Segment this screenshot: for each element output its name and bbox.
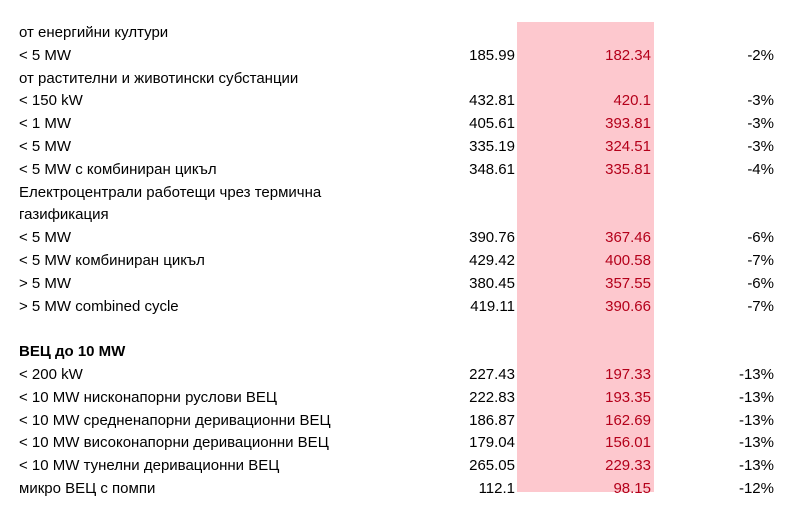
- change-percent: -6%: [747, 274, 774, 292]
- value-old: 335.19: [469, 138, 515, 155]
- table-row: [0, 68, 800, 90]
- table-row: [0, 296, 800, 318]
- row-label: микро ВЕЦ с помпи: [19, 480, 156, 497]
- change-percent: -13%: [738, 457, 774, 475]
- row-label: < 5 MW: [19, 46, 72, 64]
- value-old: 222.83: [469, 388, 515, 406]
- value-new: 324.51: [605, 138, 651, 155]
- table-row: [0, 22, 800, 44]
- change-percent: -12%: [738, 480, 774, 497]
- value-old: 186.87: [469, 411, 515, 429]
- value-old: 185.99: [469, 46, 515, 64]
- value-new: 182.34: [605, 46, 651, 64]
- table-row: [0, 410, 800, 432]
- value-old: 179.04: [469, 434, 515, 452]
- row-label: < 5 MW: [19, 229, 72, 247]
- value-new: 393.81: [605, 115, 651, 133]
- table-row: [0, 341, 800, 363]
- table-row: [0, 432, 800, 454]
- table-row: [0, 387, 800, 409]
- table-row: [0, 113, 800, 135]
- row-label: < 5 MW: [19, 138, 72, 155]
- value-old: 429.42: [469, 252, 515, 269]
- row-label: < 1 MW: [19, 115, 72, 133]
- table-row: [0, 364, 800, 386]
- row-label: < 5 MW с комбиниран цикъл: [19, 160, 217, 178]
- value-new: 357.55: [605, 274, 651, 292]
- value-old: 419.11: [470, 297, 515, 315]
- value-old: 227.43: [469, 366, 515, 383]
- table-row: [0, 250, 800, 272]
- value-old: 405.61: [469, 115, 515, 133]
- row-label: от енергийни култури: [19, 24, 169, 41]
- row-label: < 200 kW: [19, 366, 83, 383]
- table-row: [0, 455, 800, 477]
- table-row: [0, 204, 800, 226]
- change-percent: -3%: [747, 138, 774, 155]
- table-row: [0, 136, 800, 158]
- value-new: 229.33: [605, 457, 651, 475]
- row-label: > 5 MW: [19, 274, 72, 292]
- change-percent: -13%: [738, 434, 774, 452]
- row-label: от растителни и животински субстанции: [19, 69, 299, 87]
- value-old: 432.81: [469, 92, 515, 110]
- value-new: 400.58: [605, 252, 651, 269]
- table-row: [0, 318, 800, 340]
- row-label: < 5 MW комбиниран цикъл: [19, 252, 205, 269]
- row-label: Електроцентрали работещи чрез термична: [19, 183, 322, 201]
- value-new: 390.66: [605, 297, 651, 315]
- change-percent: -13%: [738, 411, 774, 429]
- table-row: [0, 478, 800, 500]
- value-new: 193.35: [605, 388, 651, 406]
- row-label: ВЕЦ до 10 MW: [19, 343, 126, 361]
- change-percent: -2%: [747, 46, 774, 64]
- value-old: 265.05: [469, 457, 515, 475]
- row-label: < 10 MW средненапорни деривационни ВЕЦ: [19, 411, 331, 429]
- row-label: < 10 MW тунелни деривационни ВЕЦ: [19, 457, 280, 475]
- value-new: 335.81: [605, 160, 651, 178]
- value-new: 420.1: [613, 92, 651, 110]
- value-new: 197.33: [605, 366, 651, 383]
- row-label: > 5 MW combined cycle: [19, 297, 179, 315]
- change-percent: -13%: [738, 366, 774, 383]
- change-percent: -6%: [747, 229, 774, 247]
- row-label: < 10 MW нисконапорни руслови ВЕЦ: [19, 388, 277, 406]
- value-old: 112.1: [478, 480, 515, 497]
- table-row: [0, 45, 800, 67]
- table-row: [0, 182, 800, 204]
- table-row: [0, 227, 800, 249]
- change-percent: -13%: [738, 388, 774, 406]
- change-percent: -7%: [747, 297, 774, 315]
- value-new: 98.15: [613, 480, 651, 497]
- value-old: 380.45: [469, 274, 515, 292]
- value-old: 390.76: [469, 229, 515, 247]
- change-percent: -3%: [747, 92, 774, 110]
- table-row: [0, 90, 800, 112]
- change-percent: -4%: [747, 160, 774, 178]
- row-label: < 150 kW: [19, 92, 83, 110]
- value-new: 162.69: [605, 411, 651, 429]
- change-percent: -3%: [747, 115, 774, 133]
- value-old: 348.61: [469, 160, 515, 178]
- row-label: < 10 MW високонапорни деривационни ВЕЦ: [19, 434, 329, 452]
- table-row: [0, 159, 800, 181]
- value-new: 367.46: [605, 229, 651, 247]
- value-new: 156.01: [605, 434, 651, 452]
- row-label: газификация: [19, 206, 109, 224]
- table-row: [0, 273, 800, 295]
- change-percent: -7%: [747, 252, 774, 269]
